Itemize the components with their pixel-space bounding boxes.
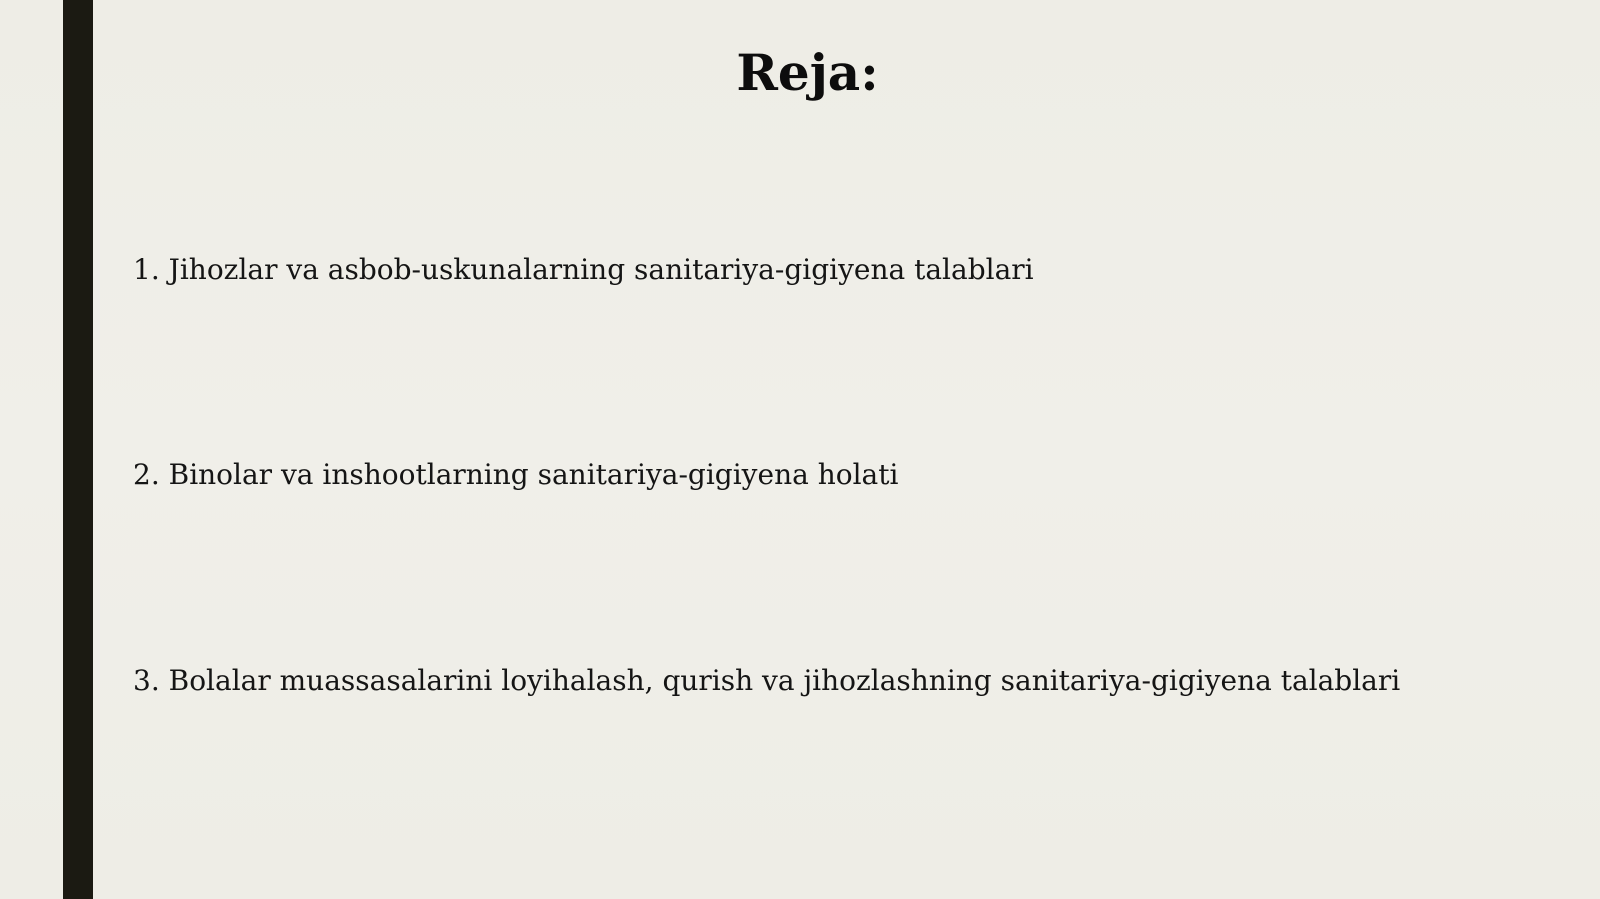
- slide-title: Reja:: [736, 43, 879, 102]
- left-accent-bar: [63, 0, 93, 899]
- plan-item-3: 3. Bolalar muassasalarini loyihalash, qurish va jihozlashning sanitariya-gigiyena talablari: [133, 664, 1401, 697]
- plan-item-2: 2. Binolar va inshootlarning sanitariya-gigiyena holati: [133, 458, 899, 491]
- plan-item-1: 1. Jihozlar va asbob-uskunalarning sanitariya-gigiyena talablari: [133, 253, 1034, 286]
